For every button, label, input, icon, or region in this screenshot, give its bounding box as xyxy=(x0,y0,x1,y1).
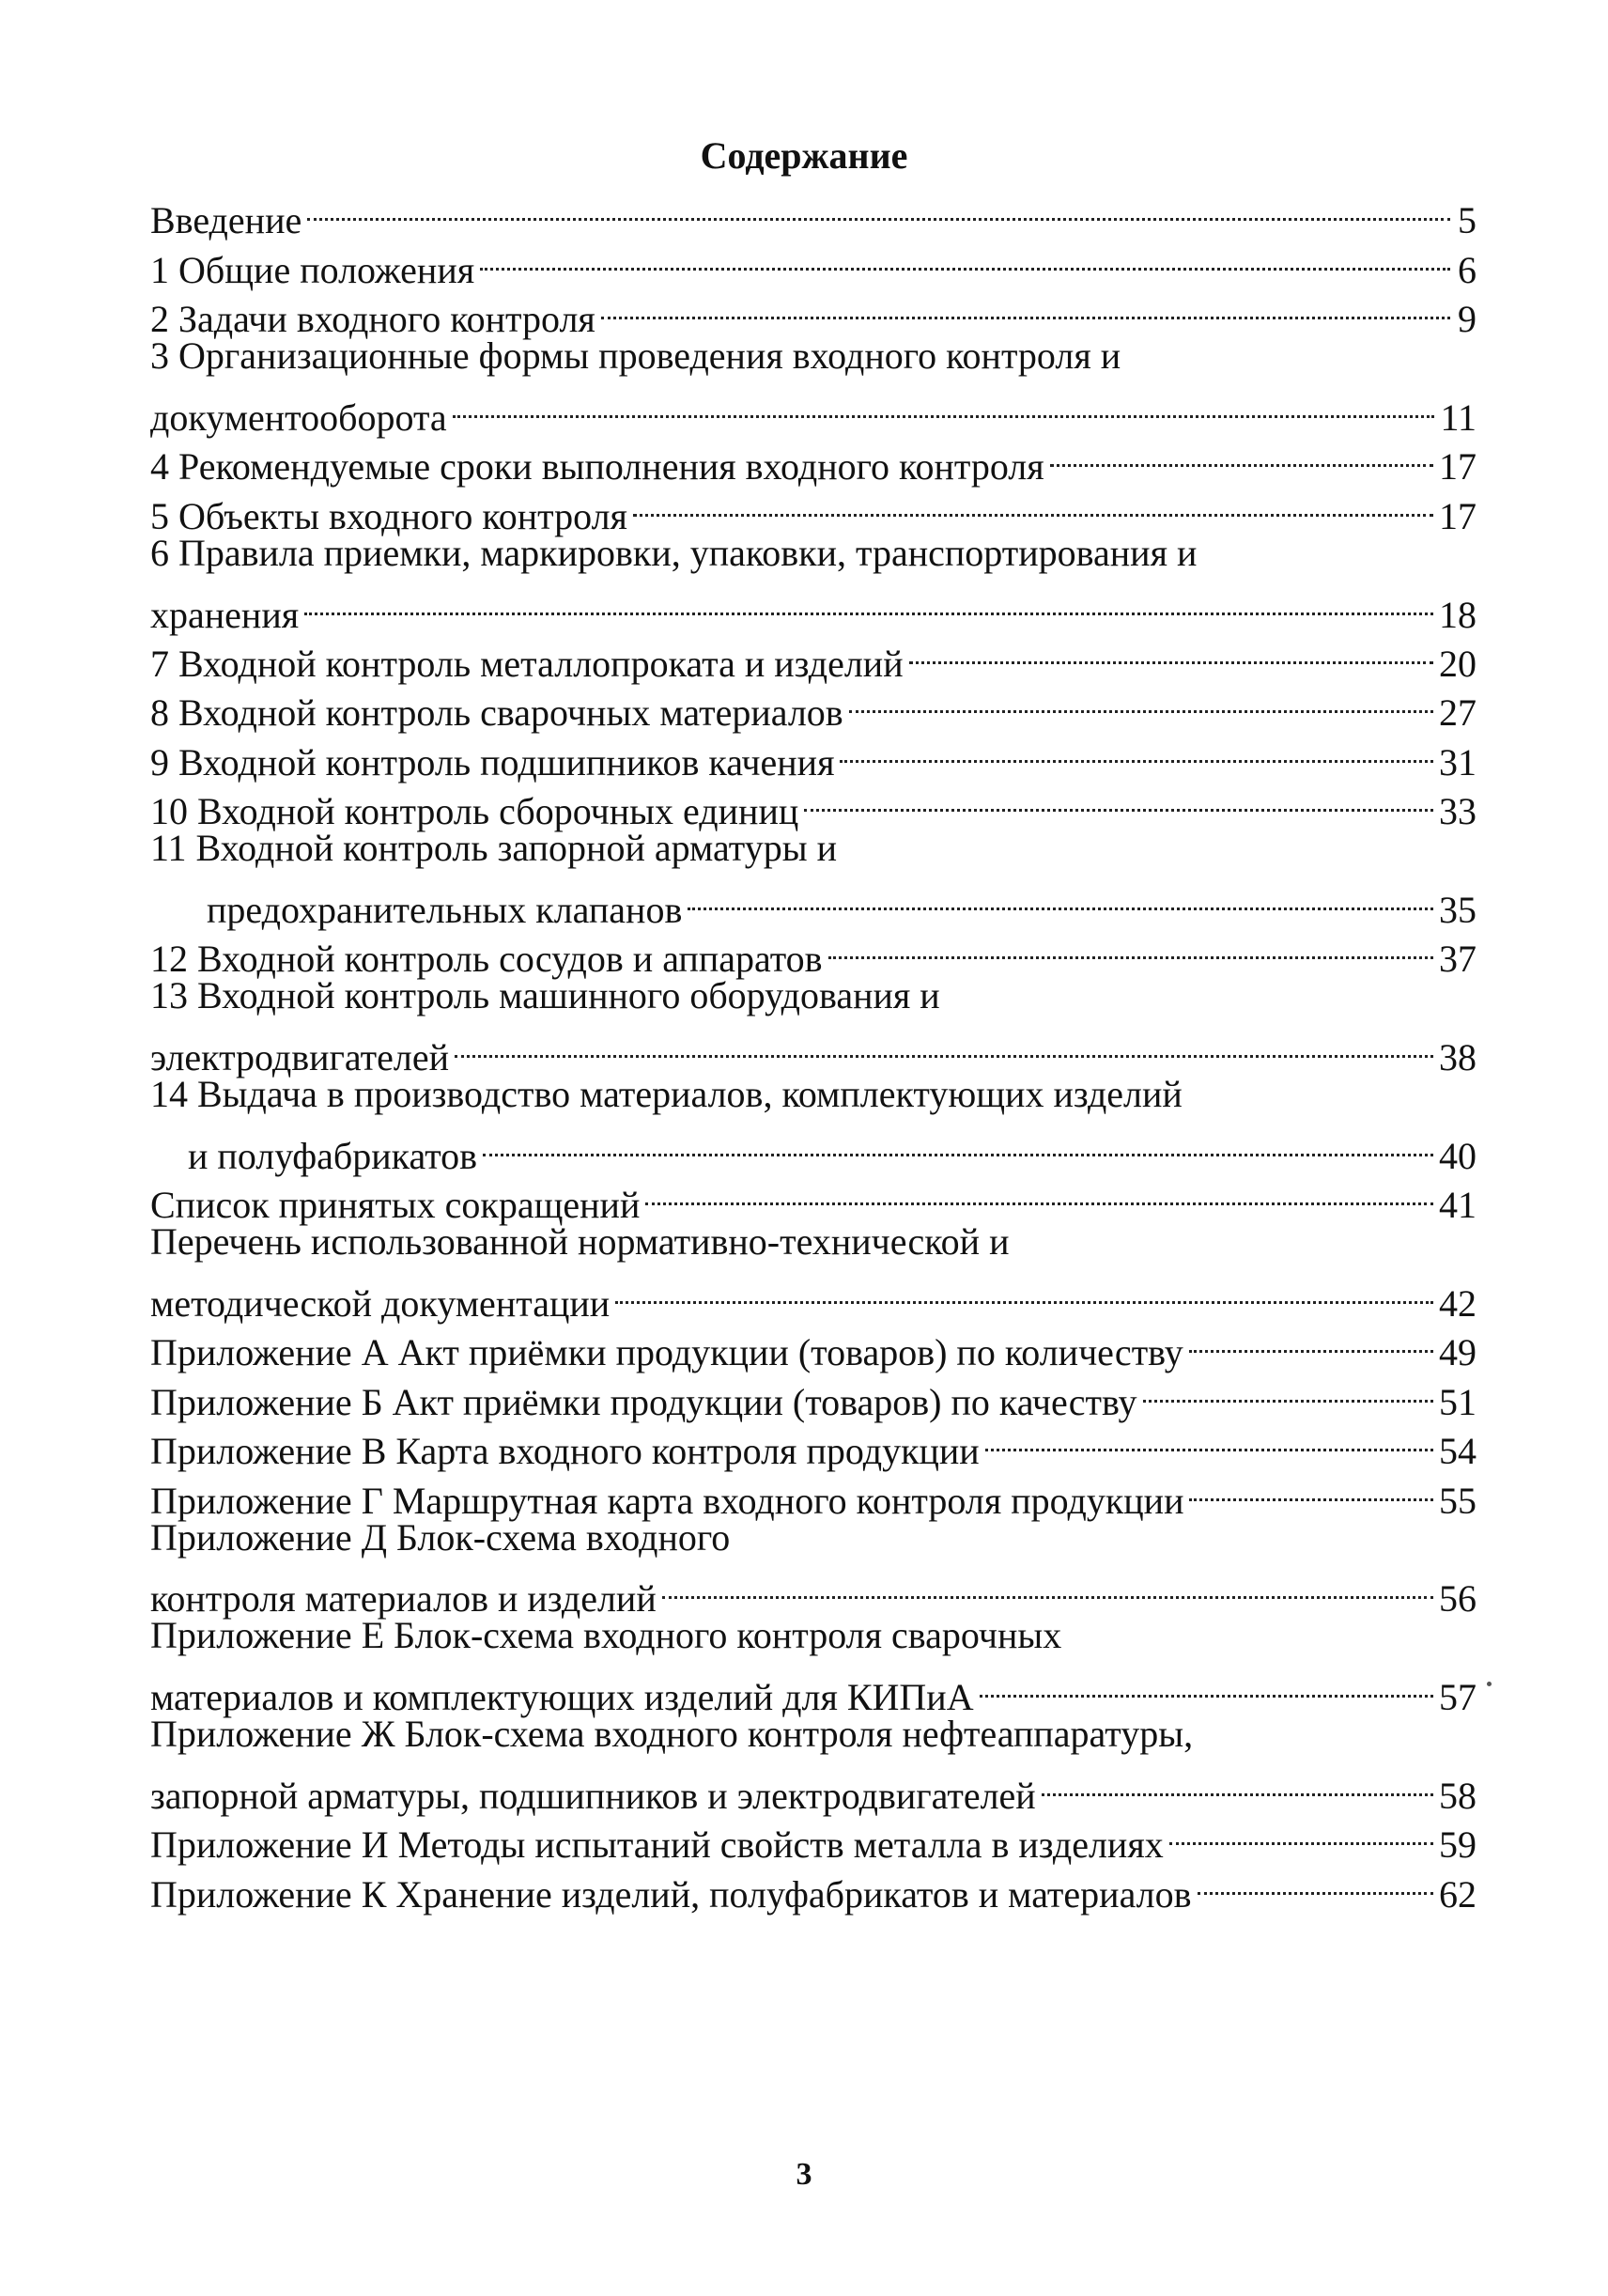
toc-entry-text: 10 Входной контроль сборочных единиц xyxy=(150,790,799,833)
dot-leader xyxy=(985,1415,1433,1464)
toc-page-number: 57 xyxy=(1439,1676,1477,1719)
toc-entry-text: предохранительных клапанов xyxy=(207,888,683,931)
toc-entry xyxy=(150,529,1477,578)
toc-page-number: 49 xyxy=(1439,1331,1477,1374)
toc-entry xyxy=(150,332,1477,380)
dot-leader xyxy=(828,923,1433,971)
toc-entry xyxy=(150,233,1477,291)
toc-entry-text: 2 Задачи входного контроля xyxy=(150,298,595,341)
toc-entry-text: документооборота xyxy=(150,396,447,439)
toc-entry-text: электродвигателей xyxy=(150,1036,450,1079)
scan-speck xyxy=(1487,1682,1492,1686)
page-title: Содержание xyxy=(700,134,908,177)
toc-entry-text: Приложение Д Блок-схема входного xyxy=(150,1515,731,1559)
dot-leader xyxy=(304,578,1433,627)
toc-page-number: 59 xyxy=(1439,1823,1477,1867)
toc-page-number: 17 xyxy=(1439,445,1477,489)
toc-page-number: 9 xyxy=(1458,298,1477,341)
dot-leader xyxy=(483,1119,1433,1168)
toc-page-number: 51 xyxy=(1439,1380,1477,1423)
toc-page-number: 11 xyxy=(1440,396,1477,439)
toc-entry-text: 12 Входной контроль сосудов и аппаратов xyxy=(150,938,823,981)
toc-entry-text: 3 Организационные формы проведения входного контроля и xyxy=(150,334,1121,378)
toc-entry-text: 13 Входной контроль машинного оборудования и xyxy=(150,974,940,1017)
dot-leader xyxy=(633,479,1433,528)
dot-leader xyxy=(1198,1857,1433,1906)
dot-leader xyxy=(662,1562,1433,1611)
toc-entry-text: Введение xyxy=(150,199,302,242)
dot-leader xyxy=(1189,1464,1433,1513)
toc-entry-text: материалов и комплектующих изделий для КИПиА xyxy=(150,1676,974,1719)
toc-entry-continuation xyxy=(150,381,1477,439)
toc-entry-text: 8 Входной контроль сварочных материалов xyxy=(150,691,843,735)
dot-leader xyxy=(849,676,1433,725)
toc-page-number: 27 xyxy=(1439,691,1477,735)
toc-entry xyxy=(150,628,1477,685)
dot-leader xyxy=(480,233,1450,282)
toc-entry-text: хранения xyxy=(150,593,300,636)
toc-page-number: 54 xyxy=(1439,1430,1477,1473)
dot-leader xyxy=(1042,1760,1433,1808)
toc-entry-continuation xyxy=(150,578,1477,636)
dot-leader xyxy=(455,1021,1433,1070)
toc-entry-text: Перечень использованной нормативно-технической и xyxy=(150,1220,1010,1264)
dot-leader xyxy=(804,775,1433,824)
toc-page-number: 40 xyxy=(1439,1134,1477,1177)
toc-entry-text: 14 Выдача в производство материалов, комплектующих изделий xyxy=(150,1073,1183,1116)
toc-entry-text: контроля материалов и изделий xyxy=(150,1577,657,1621)
toc-entry xyxy=(150,824,1477,873)
dot-leader xyxy=(980,1661,1433,1710)
toc-entry-text: Приложение К Хранение изделий, полуфабрикатов и материалов xyxy=(150,1872,1192,1916)
dot-leader xyxy=(615,1267,1433,1316)
toc-entry-text: запорной арматуры, подшипников и электродвигателей xyxy=(150,1774,1036,1817)
toc-entry xyxy=(150,1070,1477,1119)
toc-page-number: 5 xyxy=(1458,199,1477,242)
toc-entry xyxy=(150,1710,1477,1759)
toc-page-number: 58 xyxy=(1439,1774,1477,1817)
toc-page-number: 6 xyxy=(1458,248,1477,291)
dot-leader xyxy=(307,184,1450,233)
toc-page-number: 33 xyxy=(1439,790,1477,833)
dot-leader xyxy=(1050,430,1433,479)
page-number: 3 xyxy=(796,2157,812,2192)
toc-page-number: 56 xyxy=(1439,1577,1477,1621)
toc-entry-text: Приложение А Акт приёмки продукции (товаров) по количеству xyxy=(150,1331,1183,1374)
toc-entry-text: 7 Входной контроль металлопроката и изделий xyxy=(150,642,904,685)
dot-leader xyxy=(453,381,1435,430)
toc-entry xyxy=(150,971,1477,1020)
toc-entry xyxy=(150,1611,1477,1660)
toc-entry-continuation xyxy=(150,1661,1477,1719)
toc-entry-text: 4 Рекомендуемые сроки выполнения входного контроля xyxy=(150,445,1044,489)
toc-page-number: 41 xyxy=(1439,1184,1477,1227)
toc-page-number: 18 xyxy=(1439,593,1477,636)
toc-entry-continuation xyxy=(150,1760,1477,1817)
toc-entry xyxy=(150,1218,1477,1266)
dot-leader xyxy=(688,873,1433,922)
dot-leader xyxy=(1189,1316,1433,1365)
toc-entry-text: 6 Правила приемки, маркировки, упаковки, транспортирования и xyxy=(150,531,1198,574)
toc-entry-text: Приложение Е Блок-схема входного контроля сварочных xyxy=(150,1614,1062,1657)
toc-entry-continuation xyxy=(150,1021,1477,1079)
dot-leader xyxy=(601,283,1450,332)
toc-entry-continuation xyxy=(150,1119,1477,1177)
toc-page-number: 42 xyxy=(1439,1281,1477,1325)
toc-entry-text: Приложение Ж Блок-схема входного контроля нефтеаппаратуры, xyxy=(150,1713,1194,1756)
dot-leader xyxy=(1143,1365,1433,1414)
toc-entry-text: 11 Входной контроль запорной арматуры и xyxy=(150,827,837,870)
toc-page-number: 20 xyxy=(1439,642,1477,685)
dot-leader xyxy=(1169,1808,1433,1857)
dot-leader xyxy=(840,725,1433,774)
toc-page-number: 62 xyxy=(1439,1872,1477,1916)
table-of-contents xyxy=(150,184,1477,1916)
toc-entry-text: 9 Входной контроль подшипников качения xyxy=(150,740,835,783)
toc-entry-text: Приложение И Методы испытаний свойств металла в изделиях xyxy=(150,1823,1164,1867)
toc-entry-continuation xyxy=(150,1267,1477,1325)
toc-entry-text: Приложение Г Маршрутная карта входного контроля продукции xyxy=(150,1479,1184,1522)
toc-page-number: 37 xyxy=(1439,938,1477,981)
toc-entry-continuation xyxy=(150,1562,1477,1621)
toc-entry-text: Приложение Б Акт приёмки продукции (товаров) по качеству xyxy=(150,1380,1137,1423)
toc-entry-text: методической документации xyxy=(150,1281,611,1325)
toc-entry xyxy=(150,184,1477,242)
toc-entry-text: 5 Объекты входного контроля xyxy=(150,494,627,537)
toc-entry-text: Список принятых сокращений xyxy=(150,1184,641,1227)
toc-page-number: 38 xyxy=(1439,1036,1477,1079)
toc-entry-text: Приложение В Карта входного контроля продукции xyxy=(150,1430,980,1473)
toc-entry-continuation xyxy=(150,873,1477,931)
toc-page-number: 31 xyxy=(1439,740,1477,783)
dot-leader xyxy=(645,1169,1433,1218)
toc-page-number: 55 xyxy=(1439,1479,1477,1522)
toc-page-number: 35 xyxy=(1439,888,1477,931)
dot-leader xyxy=(909,628,1433,676)
toc-entry-text: 1 Общие положения xyxy=(150,248,475,291)
toc-page-number: 17 xyxy=(1439,494,1477,537)
toc-entry-text: и полуфабрикатов xyxy=(188,1134,478,1177)
